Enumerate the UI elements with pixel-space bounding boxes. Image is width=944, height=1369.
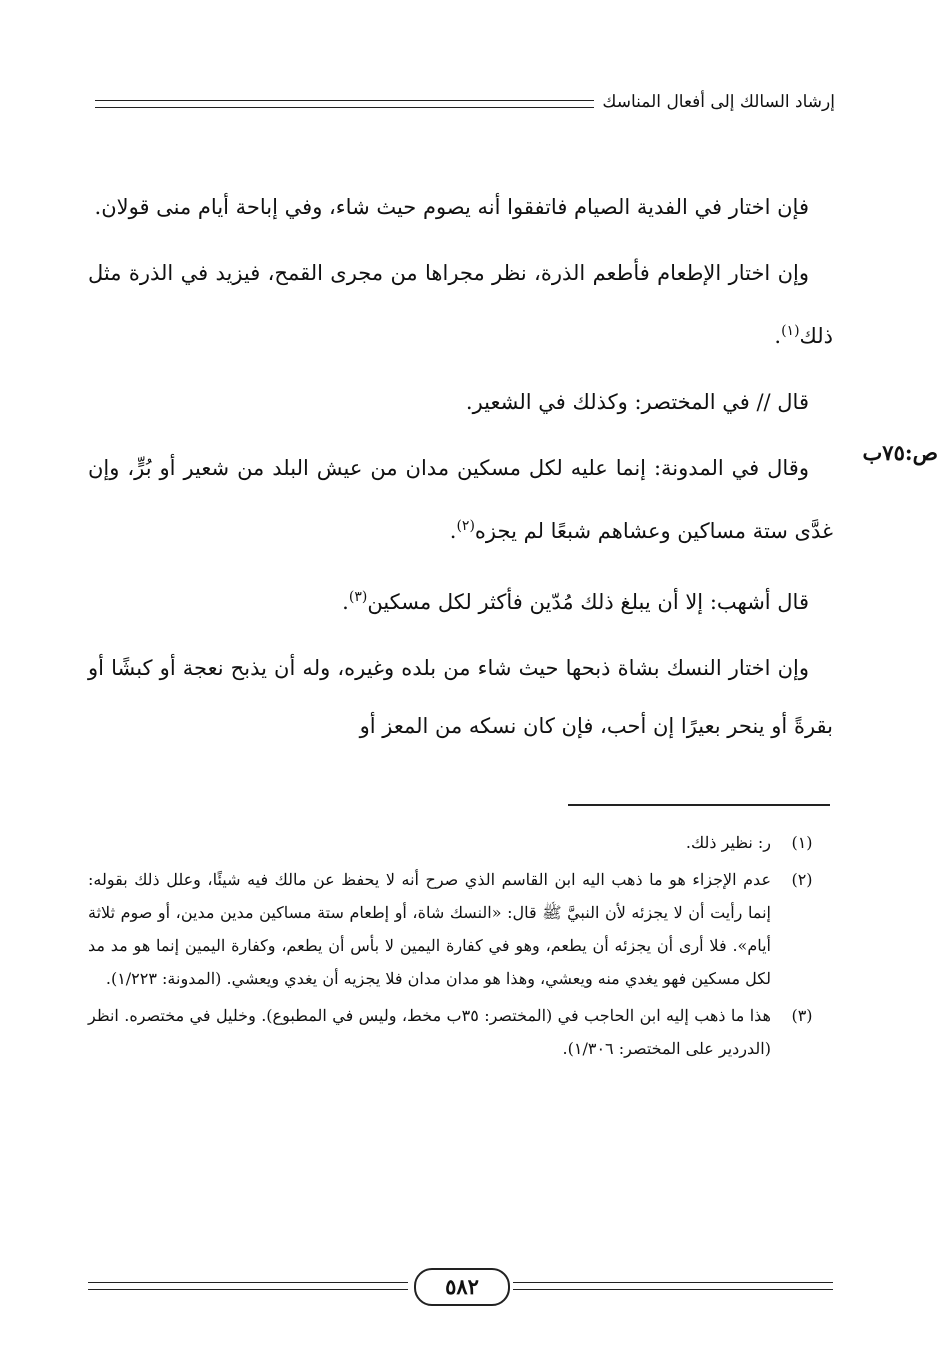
footnote-2 xyxy=(88,863,833,995)
footnote-text: ر: نظير ذلك. xyxy=(685,833,771,852)
header-rule xyxy=(95,100,595,108)
paragraph-text: وإن اختار الإطعام فأطعم الذرة، نظر مجراها من مجرى القمح، فيزيد في الذرة مثل ذلك xyxy=(88,261,833,348)
footnote-text: هذا ما ذهب إليه ابن الحاجب في (المختصر: ٣٥ب مخط، وليس في المطبوع). وخليل في مختصره. انظر (الدردير على المختصر: ١/٣٠٦). xyxy=(88,1006,771,1058)
footnote-1 xyxy=(88,826,833,859)
main-text xyxy=(88,178,833,763)
paragraph-fidya-siyam: فإن اختار في الفدية الصيام فاتفقوا أنه يصوم حيث شاء، وفي إباحة أيام منى قولان. xyxy=(94,195,809,219)
paragraph-ashhab xyxy=(88,568,833,631)
footnote-text: عدم الإجزاء هو ما ذهب اليه ابن القاسم الذي صرح أنه لا يحفظ عن مالك فيه شيئًا، وعلل ذلك بقوله: إنما رأيت أن لا يجزئه لأن النبيَّ ﷺ قال: «النسك شاة، أو إطعام ستة مساكين مدين مدين، أو صوم ثلاثة أيام». فلا أرى أن يجزئه أن يطعم، وهو في كفارة اليمين لا بأس أن يطعم، وكفارة اليمين إنما هو مد مد لكل مسكين فهو يغدي منه ويعشي، وهذا هو مدان مدان فلا يجزيه أن يغدي ويعشي. (المدونة: ١/٢٢٣). xyxy=(88,870,771,988)
footnote-ref-1[interactable]: (١) xyxy=(781,323,800,339)
page-footer xyxy=(88,1268,833,1308)
footnote-3 xyxy=(88,999,833,1065)
paragraph-end: . xyxy=(342,590,349,614)
running-header xyxy=(95,88,835,124)
footer-rule-left xyxy=(88,1282,408,1290)
page-number: ٥٨٢ xyxy=(414,1268,510,1306)
footnote-number: (٢) xyxy=(791,870,813,889)
paragraph-it-am xyxy=(88,244,833,365)
manuscript-folio-reference: ص:٧٥ب xyxy=(862,440,938,465)
footer-rule-right xyxy=(513,1282,833,1290)
paragraph-end: . xyxy=(774,324,782,348)
footnote-number: (١) xyxy=(791,833,813,852)
footnote-separator xyxy=(568,804,830,806)
footnotes xyxy=(88,826,833,1069)
footnote-number: (٣) xyxy=(791,1006,813,1025)
paragraph-mukhtasar: قال // في المختصر: وكذلك في الشعير. xyxy=(465,390,809,414)
paragraph-mudawwana xyxy=(88,439,833,560)
book-title: إرشاد السالك إلى أفعال المناسك xyxy=(594,92,835,112)
paragraph-end: . xyxy=(449,519,457,543)
footnote-ref-2[interactable]: (٢) xyxy=(456,518,475,534)
paragraph-text: قال أشهب: إلا أن يبلغ ذلك مُدّين فأكثر لكل مسكين xyxy=(367,590,809,614)
paragraph-nusuk: وإن اختار النسك بشاة ذبحها حيث شاء من بلده وغيره، وله أن يذبح نعجة أو كبشًا أو بقرةً أو ينحر بعيرًا إن أحب، فإن كان نسكه من المعز أو xyxy=(88,656,833,738)
paragraph-text: وقال في المدونة: إنما عليه لكل مسكين مدان من عيش البلد من شعير أو بُرٍّ، وإن غدَّى ستة مساكين وعشاهم شبعًا لم يجزه xyxy=(88,456,833,543)
footnote-ref-3[interactable]: (٣) xyxy=(348,589,368,605)
